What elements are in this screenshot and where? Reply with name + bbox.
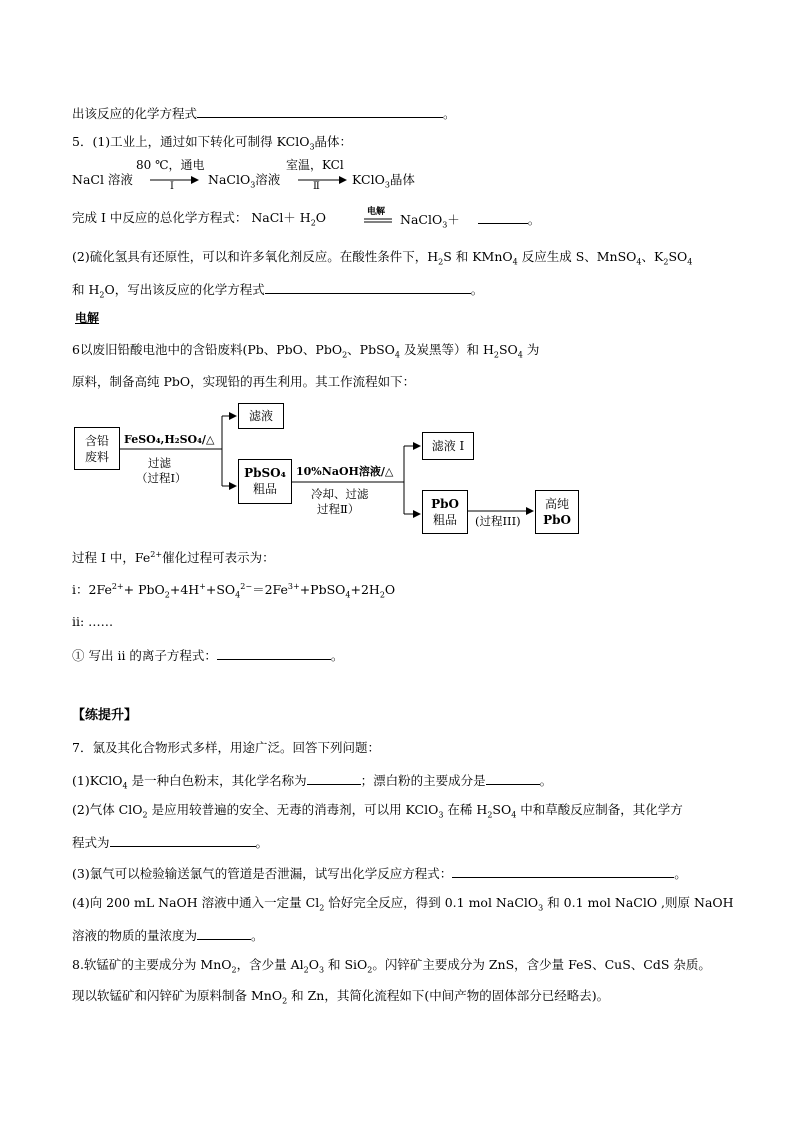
cat-step-i: i：$2Fe^{2+}+$ $PbO_2+4H^++SO_4^{2-}=2Fe^{3+}+PbSO_4+2H_2O$ — [72, 581, 396, 600]
q7-part3: (3)氯气可以检验输送氯气的管道是否泄漏，试写出化学反应方程式： 。 — [72, 866, 687, 881]
flow-arrow1-reagent: FeSO₄,H₂SO₄/△ — [124, 433, 215, 446]
q5-eq-product: NaClO$_3$＋ 。 — [400, 212, 541, 230]
flow-box-filtrate: 滤液 — [238, 403, 284, 429]
q5b-line1: (2)硫化氢具有还原性，可以和许多氧化剂反应。在酸性条件下，$H_2S$ 和 KMnO$_4$ 反应生成 S、MnSO$_4$、$K_2SO_4$ — [72, 249, 693, 267]
arrow2-step: Ⅱ — [313, 181, 320, 192]
electrolysis-label: 电解 — [367, 207, 386, 217]
flow-arrow2-step: 过程Ⅱ） — [317, 502, 360, 516]
stray-label: 电解 — [75, 311, 100, 325]
arrow1-condition: 80 ℃，通电 — [136, 158, 205, 172]
section-title: 【练提升】 — [72, 708, 138, 723]
q8-line1: 8.软锰矿的主要成分为 MnO$_2$，含少量 $Al_2O_3$ 和 SiO$_2$。闪锌矿主要成分为 ZnS，含少量 FeS、CuS、CdS 杂质。 — [72, 957, 711, 975]
flow-arrow1-op: 过滤 — [148, 456, 171, 470]
flow-arrow3-step: (过程III) — [475, 514, 521, 528]
flow-arrow2-op: 冷却、过滤 — [311, 487, 369, 501]
q7-part1: (1)KClO$_4$ 是一种白色粉末，其化学名称为 ；漂白粉的主要成分是 。 — [72, 773, 553, 791]
q6-line1: 6以废旧铅酸电池中的含铅废料(Pb、PbO、PbO$_2$、PbSO$_4$ 及炭黑等）和 $H_2SO_4$ 为 — [72, 342, 540, 360]
cat-line1: 过程 I 中，$Fe^{2+}$催化过程可表示为： — [72, 549, 275, 565]
q7-part2-line1: (2)气体 ClO$_2$ 是应用较普遍的安全、无毒的消毒剂，可以用 KClO$_3$ 在稀 $H_2SO_4$ 中和草酸反应制备，其化学方 — [72, 802, 683, 820]
q5-scheme: NaCl 溶液 — [72, 172, 133, 187]
flow-box-filtrate-1: 滤液 I — [422, 432, 474, 460]
q7-part2-line2: 程式为 。 — [72, 835, 269, 850]
q5-product: KClO$_3$晶体 — [352, 172, 415, 190]
flow-arrow1-step: （过程Ⅰ） — [136, 471, 187, 485]
flow-box-pbo-crude: PbO 粗品 — [422, 490, 468, 534]
flow-box-pbso4: PbSO₄ 粗品 — [238, 459, 292, 504]
flow-arrow2-reagent: 10%NaOH溶液/△ — [296, 465, 394, 478]
q5-equation: 完成 I 中反应的总化学方程式： NaCl＋ $H_2O$ — [72, 210, 327, 228]
q6-line2: 原料，制备高纯 PbO，实现铅的再生利用。其工作流程如下： — [72, 374, 416, 389]
q5-mid: NaClO$_3$溶液 — [208, 172, 281, 190]
answer-line-prev: 出该反应的化学方程式 。 — [72, 106, 456, 121]
flow-box-pure-pbo: 高纯 PbO — [535, 490, 579, 534]
q7-head: 7．氯及其化合物形式多样，用途广泛。回答下列问题： — [72, 740, 380, 755]
arrow2-condition: 室温，KCl — [286, 158, 344, 172]
q5-head: 5．(1)工业上，通过如下转化可制得 KClO$_3$晶体： — [72, 134, 353, 152]
q7-part4-line2: 溶液的物质的量浓度为 。 — [72, 928, 264, 943]
q5b-line2: 和 $H_2O$，写出该反应的化学方程式 。 — [72, 282, 484, 300]
cat-step-ii: ii: …… — [72, 614, 114, 629]
flow-box-lead-waste: 含铅 废料 — [74, 427, 120, 470]
q8-line2: 现以软锰矿和闪锌矿为原料制备 MnO$_2$ 和 Zn，其简化流程如下(中间产物的固体部分已经略去)。 — [72, 988, 610, 1006]
cat-question: ① 写出 ii 的离子方程式： 。 — [72, 648, 344, 663]
q7-part4-line1: (4)向 200 mL NaOH 溶液中通入一定量 $Cl_2$ 恰好完全反应，得到 0.1 mol NaClO$_3$ 和 0.1 mol NaClO ,则原 NaOH — [72, 895, 734, 913]
arrow1-step: Ⅰ — [170, 181, 174, 192]
